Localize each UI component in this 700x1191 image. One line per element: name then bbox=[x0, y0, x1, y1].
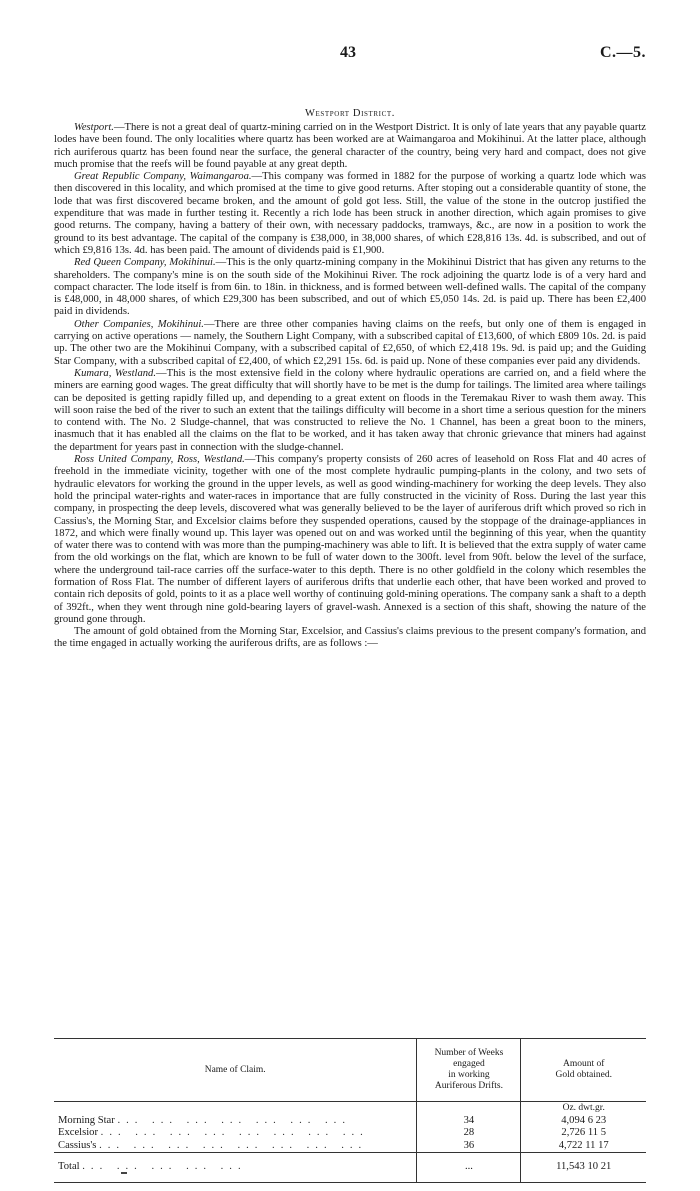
paragraph-text: —This company's property consists of 260 acres of leasehold on Ross Flat and 40 acres of freehold in the immediate vicinity, together with one of the most complete hydraulic pumping-plants in the colony, and two sets of hydraulic elevators for working the ground in the upper levels, as well as good winding-machinery for working the deep levels. They also hold the principal water-rights and water-races in importance that are fully constructed in the vicinity of Ross. During the last year this company, in prospecting the deep levels, discovered what was generally believed to be the layer of auriferous drift which proved so rich in Cassius's, the Morning Star, and Excelsior claims before they suspended operations, caused by the stoppage of the drainage-appliances in 1872, and which were finally wound up. This layer was opened out on and was worked until the beginning of this year, when the quantity of water there was to contend with was more than the pumping-machinery was able to lift. It is believed that the extra supply of water came from the old workings on the flat, which are known to be full of water down to the 300ft. level from 90ft. below the level of the surface, where the underground tail-race carries off the surface-water to this depth. There is no other goldfield in the colony which resembles the formation of Ross Flat. The number of different layers of auriferous drifts that underlie each other, that have been worked and proved to contain rich deposits of gold, points to it as a place well worthy of continuing gold-mining operations. The company sank a shaft to a depth of 392ft., when they went through nine gold-bearing layers of gravel-wash. Annexed is a section of this shaft, showing the nature of the ground gone through. bbox=[54, 454, 646, 625]
paragraph-gold-amount bbox=[54, 626, 646, 651]
header-gold-line: Amount of bbox=[563, 1059, 605, 1069]
page-header bbox=[54, 44, 646, 64]
gold-claims-table bbox=[54, 1038, 646, 1183]
paragraph-text: —This company was formed in 1882 for the purpose of working a quartz lode which was then discovered in this locality, and which promised at the time to give good returns. After stoping out a considerable quantity of stone, the lode that was first discovered became broken, and the amount of gold got less. Still, the value of the stone in the outcrop justified the expenditure that was made in further testing it. Recently a rich lode has been struck in another direction, which again promises to give good returns. The company, having a battery of their own, with necessary paddocks, tramways, &c., are now in a position to work the ground to its best advantage. The capital of the company is £38,000, in 38,000 shares, of which £28,816 13s. 4d. is subscribed, and out of which £9,816 13s. 4d. has been paid. The amount of dividends paid is £1,900. bbox=[54, 171, 646, 256]
units-row bbox=[54, 1102, 646, 1115]
paragraph-text: The amount of gold obtained from the Morning Star, Excelsior, and Cassius's claims previous to the present company's formation, and the time engaged in actually working the auriferous drifts, are as follows :— bbox=[54, 626, 646, 650]
paragraph-lead: Red Queen Company, Mokihinui. bbox=[74, 257, 216, 269]
body-text bbox=[54, 122, 646, 651]
table-row bbox=[54, 1140, 646, 1153]
paragraph-text: —This is the only quartz-mining company in the Mokihinui District that has given any returns to the shareholders. The company's mine is on the south side of the Mokihinui River. The rock adjoining the quartz lode is of a very hard and compact character. The lode itself is from 6in. to 18in. in thickness, and is formed between well-defined walls. The capital of the company is £48,000, in 48,000 shares, of which £29,300 has been subscribed, and out of which £5,050 14s. 2d. is paid up. There has been £2,400 paid in dividends. bbox=[54, 257, 646, 318]
total-gold: 11,543 10 21 bbox=[521, 1153, 646, 1183]
header-name: Name of Claim. bbox=[54, 1039, 417, 1102]
paragraph-lead: Westport. bbox=[74, 122, 114, 133]
paragraph-ross-united bbox=[54, 454, 646, 626]
page-reference: C.—5. bbox=[599, 44, 646, 61]
paragraph-other-companies bbox=[54, 319, 646, 368]
paragraph-westport bbox=[54, 122, 646, 171]
header-weeks-line: Number of Weeks bbox=[434, 1048, 504, 1058]
claim-name: Cassius's bbox=[58, 1139, 97, 1151]
paragraph-lead: Great Republic Company, Waimangaroa. bbox=[74, 171, 252, 183]
paragraph-text: —There are three other companies having claims on the reefs, but only one of them is engaged in carrying on active operations — namely, the Southern Light Company, with a subscribed capital of £13,600, of which £809 10s. 2d. is paid up. The other two are the Mokihinui Company, with a subscribed capital of £2,650, of which £2,418 19s. 9d. is paid up; and the Guiding Star Company, with a subscribed capital of £2,400, of which £2,291 15s. 6d. is paid up. None of these companies ever paid any dividends. bbox=[54, 318, 646, 367]
header-weeks-line: Auriferous Drifts. bbox=[434, 1081, 503, 1091]
section-title: Westport District. bbox=[305, 108, 395, 119]
leader-dots: ... ... ... ... ... bbox=[82, 1161, 247, 1172]
leader-dots: ... ... ... ... ... ... ... ... bbox=[100, 1127, 369, 1138]
leader-dots: ... ... ... ... ... ... ... ... bbox=[99, 1139, 368, 1151]
claim-weeks: 34 bbox=[417, 1115, 521, 1128]
header-weeks-line: in working bbox=[448, 1070, 490, 1080]
header-gold bbox=[521, 1039, 646, 1102]
header-weeks-line: engaged bbox=[453, 1059, 485, 1069]
total-weeks: ... bbox=[417, 1153, 521, 1183]
claim-name: Morning Star bbox=[58, 1114, 115, 1126]
paragraph-lead: Ross United Company, Ross, Westland. bbox=[74, 454, 245, 466]
paragraph-kumara bbox=[54, 368, 646, 454]
table-row bbox=[54, 1115, 646, 1128]
units-label: Oz. dwt.gr. bbox=[521, 1102, 646, 1115]
paragraph-great-republic bbox=[54, 171, 646, 257]
page-number: 43 bbox=[340, 44, 356, 61]
leader-dots: ... ... ... ... ... ... ... bbox=[117, 1114, 351, 1126]
claim-gold: 2,726 11 5 bbox=[521, 1127, 646, 1140]
claim-gold: 4,722 11 17 bbox=[521, 1140, 646, 1153]
stray-print-mark bbox=[121, 1172, 127, 1174]
paragraph-lead: Other Companies, Mokihinui. bbox=[74, 318, 204, 330]
table-header-row bbox=[54, 1039, 646, 1102]
claim-weeks: 28 bbox=[417, 1127, 521, 1140]
claim-weeks: 36 bbox=[417, 1140, 521, 1153]
paragraph-text: —There is not a great deal of quartz-mining carried on in the Westport District. It is only of late years that any payable quartz lodes have been found. The only localities where quartz has been worked are at Waimangaroa and Mokihinui. At the latter place, although rich auriferous quartz has been found near the surface, the general character of the country, being very hard and compact, does not give much promise that the reefs will be found payable at any great depth. bbox=[54, 122, 646, 170]
claim-name: Excelsior bbox=[58, 1127, 99, 1138]
total-label: Total bbox=[58, 1161, 80, 1172]
total-row bbox=[54, 1153, 646, 1183]
claim-gold: 4,094 6 23 bbox=[521, 1115, 646, 1128]
header-gold-line: Gold obtained. bbox=[555, 1070, 612, 1080]
paragraph-text: —This is the most extensive field in the colony where hydraulic operations are carried on, and a field where the miners are earning good wages. The great difficulty that will shortly have to be met is the dump for tailings. The limited area where tailings can be deposited is getting rapidly filled up, and depending to a great extent on floods in the Teremakau River to wash them away. This will soon raise the bed of the river to such an extent that the tailings difficulty will become in a short time a serious question for the miners to contend with. The No. 2 Sludge-channel, that was constructed to relieve the No. 1 Channel, has been a great boon to the miners, inasmuch that it has enabled all the claims on the flat to be worked, and it has taken away that chronic grievance that miners had against the department for years past in connection with the sludge-channel. bbox=[54, 367, 646, 453]
paragraph-lead: Kumara, Westland. bbox=[74, 367, 156, 379]
paragraph-red-queen bbox=[54, 257, 646, 318]
header-weeks bbox=[417, 1039, 521, 1102]
table-row bbox=[54, 1127, 646, 1140]
